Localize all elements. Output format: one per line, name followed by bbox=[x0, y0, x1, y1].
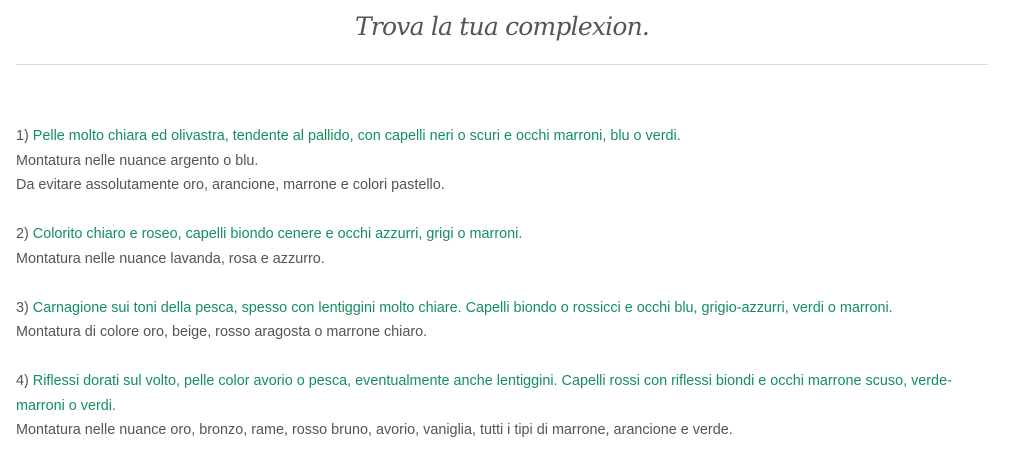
item-heading bbox=[16, 222, 996, 247]
item-description: Carnagione sui toni della pesca, spesso con lentiggini molto chiare. Capelli biondo o rossicci e occhi blu, grigio-azzurri, verdi o marroni. bbox=[32, 299, 893, 316]
item-number: 1) bbox=[16, 128, 29, 144]
page-title: Trova la tua complexion. bbox=[354, 12, 650, 41]
item-note: Da evitare assolutamente oro, arancione, marrone e colori pastello. bbox=[16, 177, 445, 193]
complexion-item-2 bbox=[16, 222, 996, 271]
item-number: 2) bbox=[16, 226, 29, 242]
complexion-item-1 bbox=[16, 124, 996, 198]
item-heading bbox=[16, 296, 996, 321]
complexion-item-3 bbox=[16, 296, 996, 345]
item-heading bbox=[16, 124, 996, 149]
item-description: Riflessi dorati sul volto, pelle color avorio o pesca, eventualmente anche lentiggini. Capelli rossi con riflessi biondi e occhi marrone scuso, verde-marroni o verdi. bbox=[16, 373, 952, 414]
item-heading bbox=[16, 369, 996, 418]
item-number: 4) bbox=[16, 373, 29, 389]
item-note: Montatura di colore oro, beige, rosso aragosta o marrone chiaro. bbox=[16, 324, 428, 340]
complexion-item-4 bbox=[16, 369, 996, 443]
item-note: Montatura nelle nuance argento o blu. bbox=[16, 152, 259, 169]
item-description: Pelle molto chiara ed olivastra, tendente al pallido, con capelli neri o scuri e occhi marroni, blu o verdi. bbox=[32, 128, 681, 144]
complexion-list bbox=[16, 124, 996, 467]
item-description: Colorito chiaro e roseo, capelli biondo cenere e occhi azzurri, grigi o marroni. bbox=[32, 226, 523, 242]
title-divider bbox=[16, 64, 988, 65]
item-note: Montatura nelle nuance lavanda, rosa e azzurro. bbox=[16, 250, 325, 267]
item-number: 3) bbox=[16, 299, 29, 316]
item-note: Montatura nelle nuance oro, bronzo, rame, rosso bruno, avorio, vaniglia, tutti i tipi di marrone, arancione e verde. bbox=[16, 422, 733, 438]
